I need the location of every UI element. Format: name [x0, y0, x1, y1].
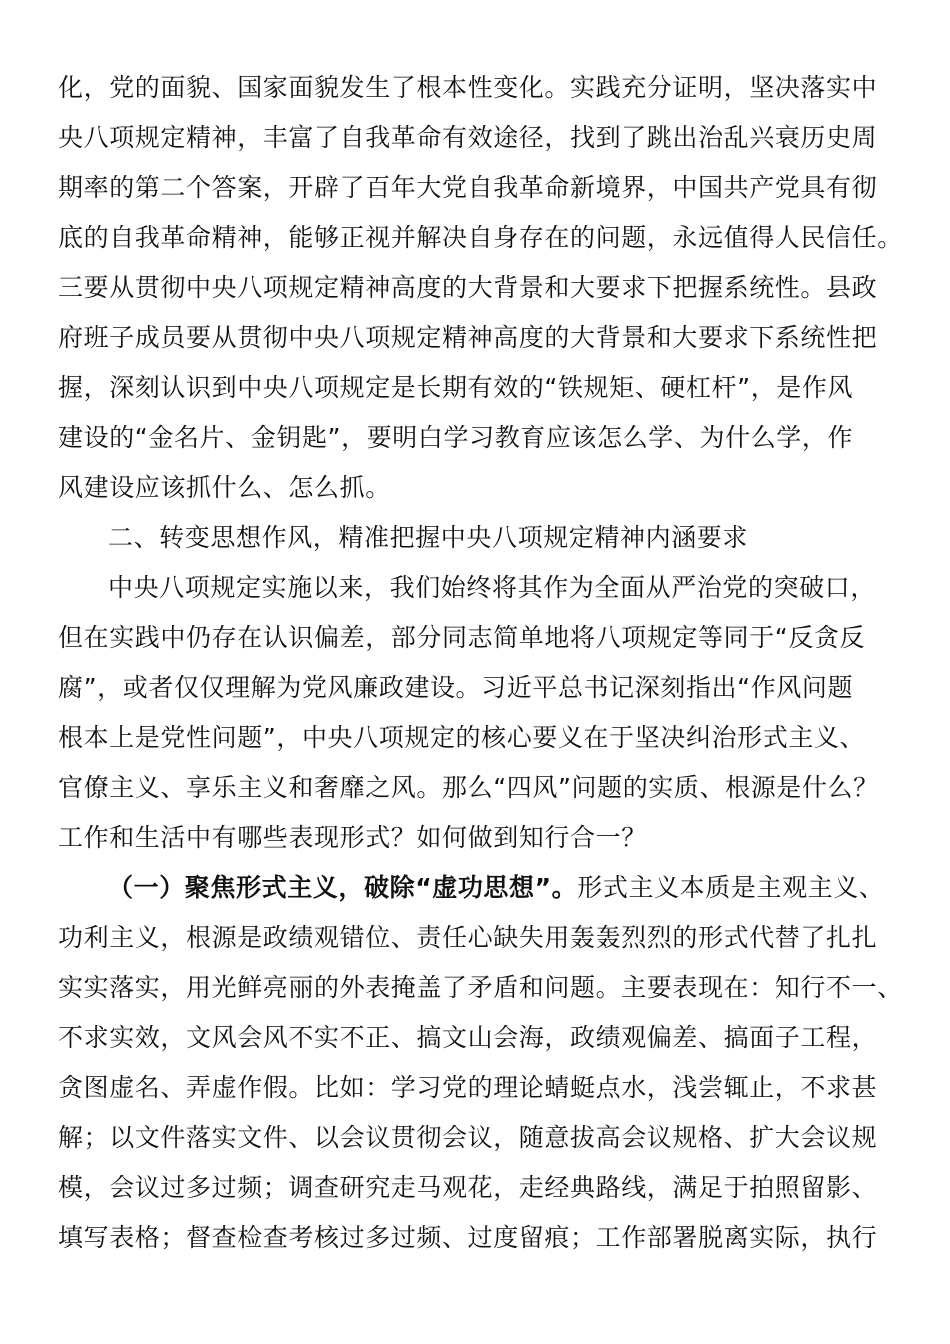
- subsection-line: [108, 873, 884, 903]
- text-line: 中央八项规定实施以来，我们始终将其作为全面从严治党的突破口，: [108, 573, 877, 602]
- text-line: 工作和生活中有哪些表现形式？如何做到知行合一？: [58, 823, 647, 852]
- subsection-text: 形式主义本质是主观主义、: [577, 873, 885, 902]
- text-line: 三要从贯彻中央八项规定精神高度的大背景和大要求下把握系统性。县政: [58, 273, 878, 302]
- section-heading: 二、转变思想作风，精准把握中央八项规定精神内涵要求: [108, 523, 749, 552]
- text-line: 实实落实，用光鲜亮丽的外表掩盖了矛盾和问题。主要表现在：知行不一、: [58, 973, 903, 1002]
- text-line: 模，会议过多过频；调查研究走马观花，走经典路线，满足于拍照留影、: [58, 1173, 878, 1202]
- text-line: 填写表格；督查检查考核过多过频、过度留痕；工作部署脱离实际，执行: [58, 1223, 878, 1252]
- text-line: 风建设应该抓什么、怎么抓。: [58, 473, 391, 502]
- text-line: 不求实效，文风会风不实不正、搞文山会海，政绩观偏差、搞面子工程，: [58, 1023, 878, 1052]
- text-line: 府班子成员要从贯彻中央八项规定精神高度的大背景和大要求下系统性把: [58, 323, 878, 352]
- text-line: 根本上是党性问题”，中央八项规定的核心要义在于坚决纠治形式主义、: [58, 723, 866, 752]
- text-line: 官僚主义、享乐主义和奢靡之风。那么“四风”问题的实质、根源是什么？: [58, 773, 879, 802]
- text-line: 功利主义，根源是政绩观错位、责任心缺失用轰轰烈烈的形式代替了扎扎: [58, 923, 878, 952]
- text-line: 化，党的面貌、国家面貌发生了根本性变化。实践充分证明，坚决落实中: [58, 73, 878, 102]
- text-line: 但在实践中仍存在认识偏差，部分同志简单地将八项规定等同于“反贪反: [58, 623, 866, 652]
- text-line: 期率的第二个答案，开辟了百年大党自我革命新境界，中国共产党具有彻: [58, 173, 878, 202]
- text-line: 底的自我革命精神，能够正视并解决自身存在的问题，永远值得人民信任。: [58, 223, 903, 252]
- text-line: 央八项规定精神，丰富了自我革命有效途径，找到了跳出治乱兴衰历史周: [58, 123, 878, 152]
- text-line: 贪图虚名、弄虚作假。比如：学习党的理论蜻蜓点水，浅尝辄止，不求甚: [58, 1073, 878, 1102]
- subsection-heading: （一）聚焦形式主义，破除“虚功思想”。: [108, 873, 578, 902]
- text-line: 解；以文件落实文件、以会议贯彻会议，随意拔高会议规格、扩大会议规: [58, 1123, 878, 1152]
- text-line: 腐”，或者仅仅理解为党风廉政建设。习近平总书记深刻指出“作风问题: [58, 673, 854, 702]
- text-line: 建设的“金名片、金钥匙”，要明白学习教育应该怎么学、为什么学，作: [58, 423, 854, 452]
- text-line: 握，深刻认识到中央八项规定是长期有效的“铁规矩、硬杠杆”，是作风: [58, 373, 854, 402]
